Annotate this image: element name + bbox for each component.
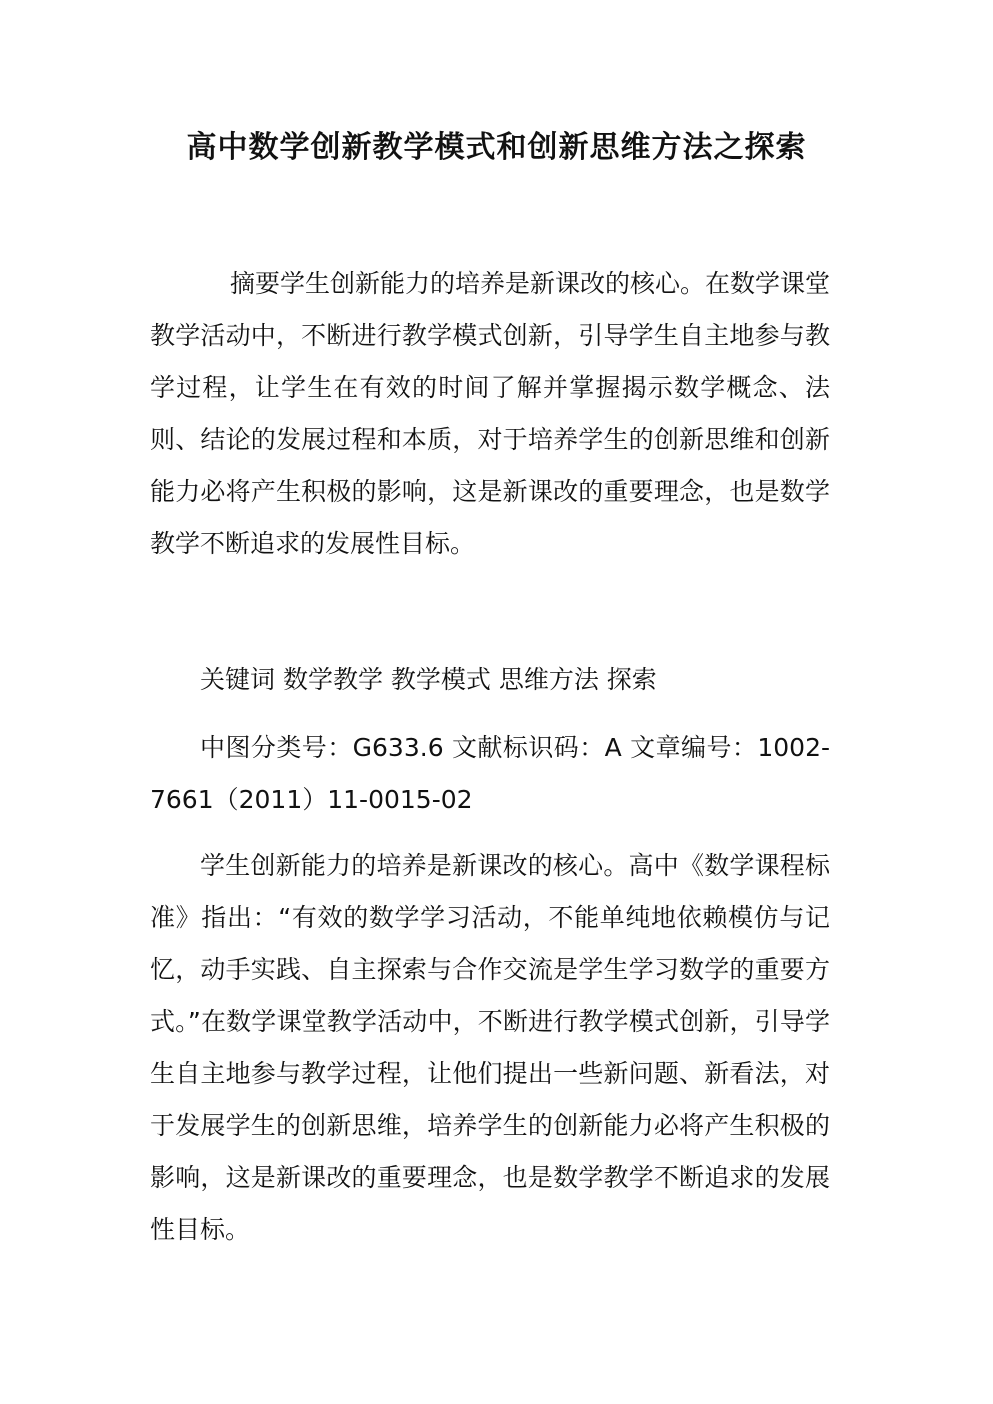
body-paragraph: 学生创新能力的培养是新课改的核心。高中《数学课程标准》指出：“有效的数学学习活动，不能单纯地依赖模仿与记忆，动手实践、自主探索与合作交流是学生学习数学的重要方式。”在数学课堂教学活动中，不断进行教学模式创新，引导学生自主地参与教学过程，让他们提出一些新问题、新看法，对于发展学生的创新思维，培养学生的创新能力必将产生积极的影响，这是新课改的重要理念，也是数学教学不断追求的发展性目标。 <box>150 851 830 1244</box>
document-title: 高中数学创新教学模式和创新思维方法之探索 <box>186 130 807 165</box>
keywords-line: 关键词 数学教学 教学模式 思维方法 探索 <box>200 665 657 694</box>
abstract-paragraph: 摘要学生创新能力的培养是新课改的核心。在数学课堂教学活动中，不断进行教学模式创新，引导学生自主地参与教学过程，让学生在有效的时间了解并掌握揭示数学概念、法则、结论的发展过程和本质，对于培养学生的创新思维和创新能力必将产生积极的影响，这是新课改的重要理念，也是数学教学不断追求的发展性目标。 <box>150 269 831 558</box>
classification-line: 中图分类号：G633.6 文献标识码：A 文章编号：1002-7661（2011）11-0015-02 <box>150 733 830 814</box>
